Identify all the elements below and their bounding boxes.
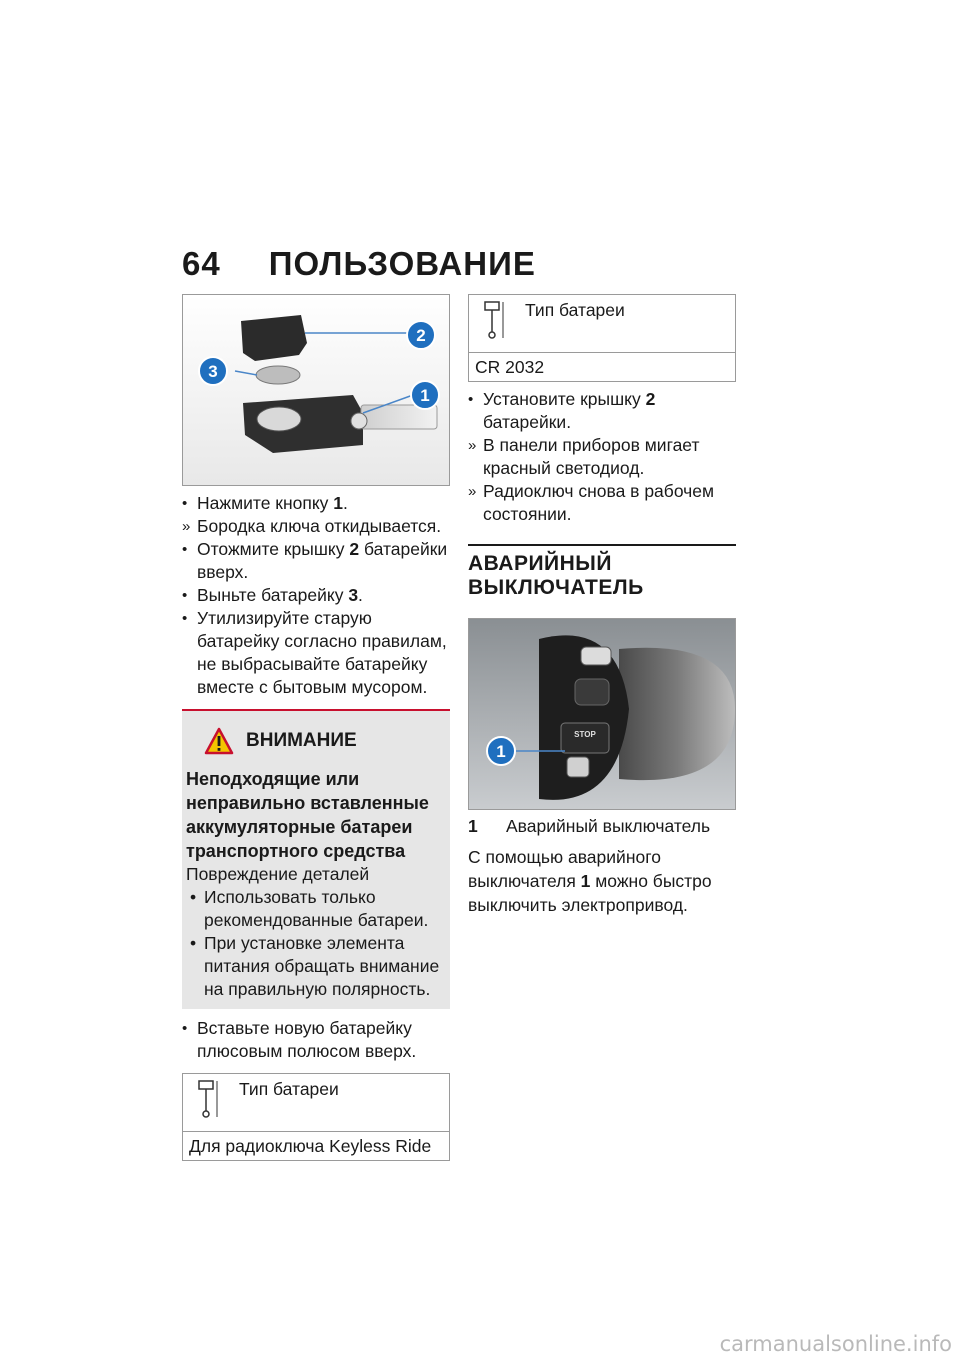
top-button <box>581 647 611 665</box>
spec-header <box>183 1074 449 1132</box>
step-item: • Утилизируйте старую батарейку согласно правилам, не выбрасывайте батарейку вместе с бытовым мусором. <box>182 608 447 697</box>
warning-header <box>186 727 446 755</box>
legend-text: Аварийный выключатель <box>506 816 711 836</box>
handlebar-switch-illustration <box>469 619 735 809</box>
step-item: • Нажмите кнопку 1. <box>182 493 348 513</box>
callout-2 <box>407 321 435 349</box>
battery-spec-icon <box>197 1079 221 1119</box>
battery-cover <box>241 315 307 361</box>
svg-text:1: 1 <box>496 742 506 761</box>
section-rule <box>468 544 736 546</box>
step-item: • Отожмите крышку 2 батарейки вверх. <box>182 539 448 582</box>
switch-figure <box>468 618 736 810</box>
battery-slot <box>257 407 301 431</box>
steps-install-cover <box>468 388 736 526</box>
step-item: » Бородка ключа откидывается. <box>182 516 442 536</box>
step-item: • Вставьте новую батарейку плюсовым полюсом вверх. <box>182 1018 417 1061</box>
key-figure <box>182 294 450 486</box>
warning-consequence: Повреждение деталей <box>186 864 370 884</box>
left-column <box>182 294 450 1161</box>
start-button <box>567 757 589 777</box>
key-illustration <box>183 295 449 485</box>
step-item: » В панели приборов мигает красный светодиод. <box>468 435 700 478</box>
watermark-footer: carmanualsonline.info <box>719 1332 952 1356</box>
spec-header <box>469 295 735 353</box>
warning-box <box>182 709 450 1009</box>
spec-table-battery-model <box>468 294 736 382</box>
step-item: » Радиоключ снова в рабочем состоянии. <box>468 481 715 524</box>
figure-legend <box>468 816 736 837</box>
spec-value: CR 2032 <box>475 357 545 377</box>
svg-text:1: 1 <box>420 386 430 405</box>
svg-text:2: 2 <box>416 326 426 345</box>
warning-list <box>186 886 446 1001</box>
release-button <box>351 413 367 429</box>
legend-number: 1 <box>468 816 478 836</box>
mode-button <box>575 679 609 705</box>
battery-spec-icon <box>483 300 507 340</box>
callout-1 <box>487 737 515 765</box>
callout-1 <box>411 381 439 409</box>
warning-subtitle: Неподходящие или неправильно вставленные аккумуляторные батареи транспортного средства <box>186 769 429 861</box>
steps-insert-battery <box>182 1017 450 1063</box>
warning-triangle-icon <box>204 727 234 755</box>
step-item: • Выньте батарейку 3. <box>182 585 363 605</box>
svg-text:3: 3 <box>208 362 218 381</box>
callout-3 <box>199 357 227 385</box>
spec-label: Тип батареи <box>525 300 625 320</box>
section-paragraph: С помощью аварийного выключателя 1 можно быстро выключить электропривод. <box>468 847 712 915</box>
spec-label: Тип батареи <box>239 1079 339 1099</box>
page-header <box>182 245 536 283</box>
section-title: АВАРИЙНЫЙ ВЫКЛЮЧАТЕЛЬ <box>468 552 644 599</box>
stop-label: STOP <box>574 730 596 739</box>
spec-table-battery-type <box>182 1073 450 1161</box>
page-title: ПОЛЬЗОВАНИЕ <box>268 245 536 282</box>
coin-battery <box>256 366 300 384</box>
right-column <box>468 294 736 917</box>
spec-value: Для радиоключа Keyless Ride <box>189 1136 432 1156</box>
steps-remove-battery <box>182 492 450 699</box>
warning-title: ВНИМАНИЕ <box>246 730 357 751</box>
warning-item: • Использовать только рекомендованные батареи. <box>190 887 429 930</box>
page-number: 64 <box>182 245 221 282</box>
step-item: • Установите крышку 2 батарейки. <box>468 389 656 432</box>
warning-item: • При установке элемента питания обращать внимание на правильную полярность. <box>190 933 440 999</box>
